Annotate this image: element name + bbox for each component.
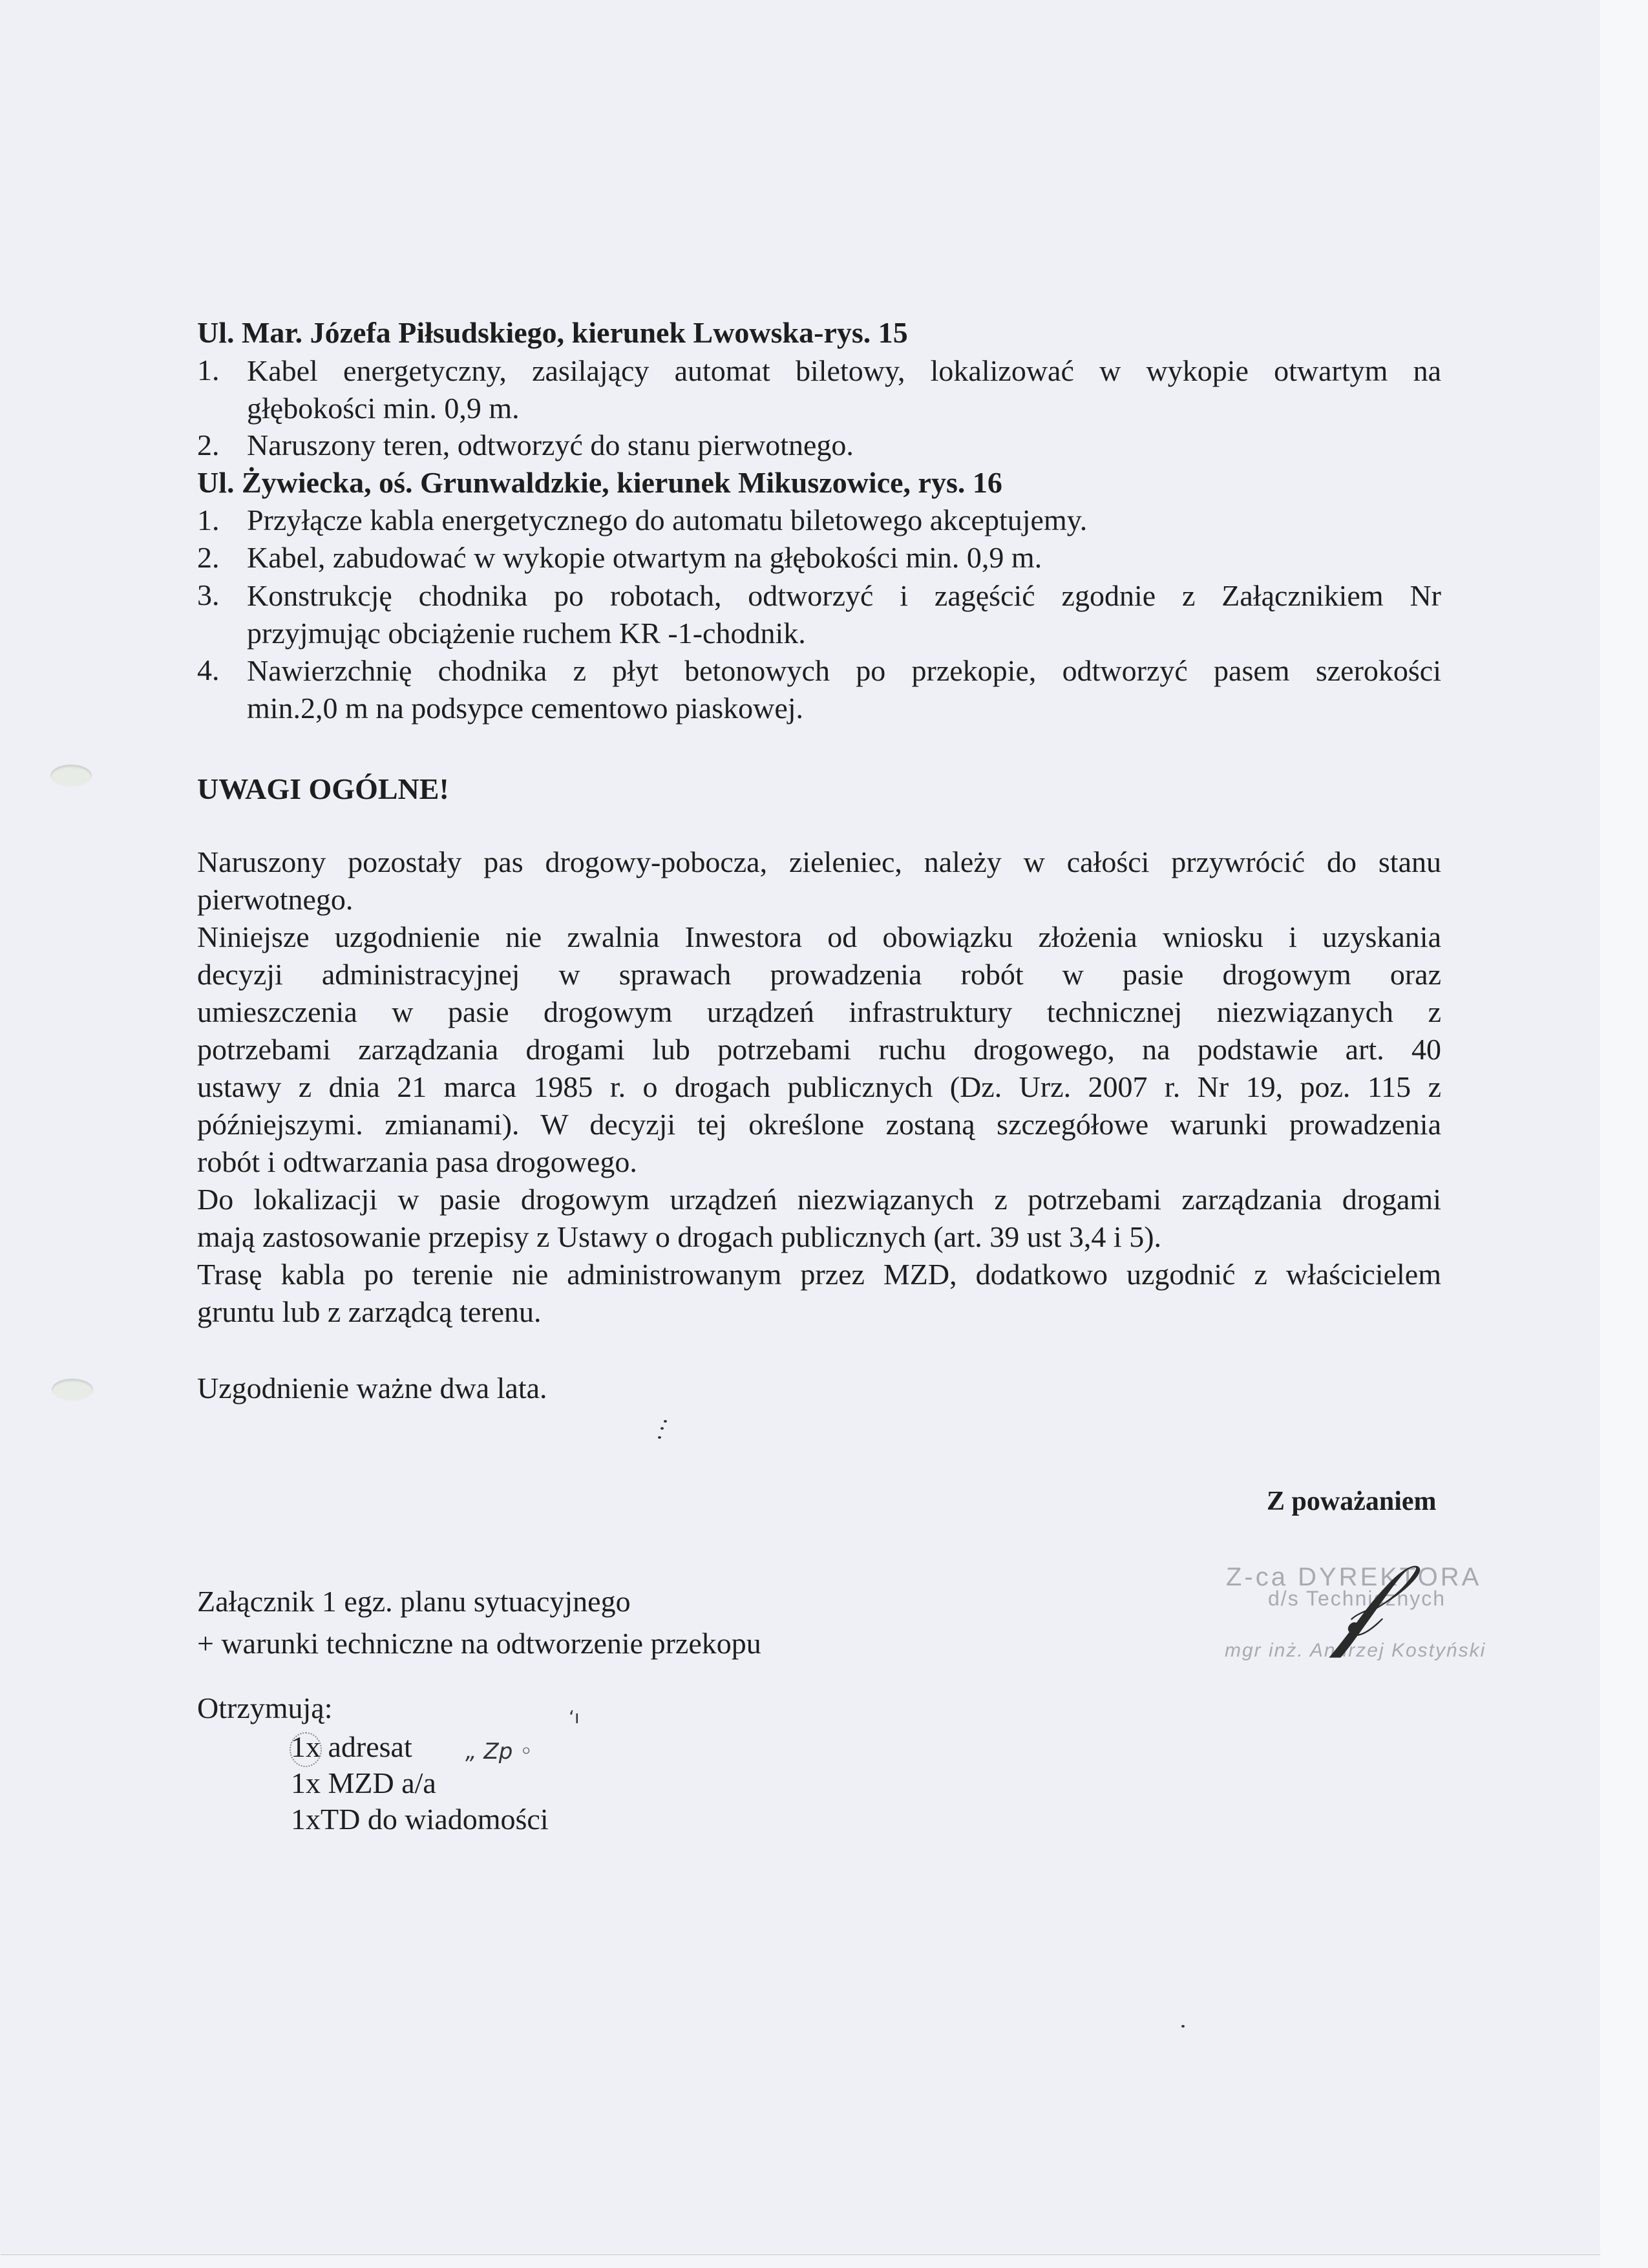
attachment-line: + warunki techniczne na odtworzenie przekopu: [197, 1627, 761, 1660]
recipient-item: 1xTD do wiadomości: [291, 1803, 549, 1836]
item-number: 1.: [197, 354, 220, 387]
item-text-line: Kabel energetyczny, zasilający automat biletowy, lokalizować w wykopie otwartym na: [247, 354, 1441, 387]
scan-speck: [664, 1420, 667, 1423]
paragraph-line: Do lokalizacji w pasie drogowym urządzeń niezwiązanych z potrzebami zarządzania drogami: [197, 1183, 1441, 1216]
paragraph-line: Trasę kabla po terenie nie administrowanym przez MZD, dodatkowo uzgodnić z właścicielem: [197, 1258, 1441, 1291]
circled-mark-icon: [290, 1732, 322, 1767]
validity-note: Uzgodnienie ważne dwa lata.: [197, 1372, 547, 1404]
stamp-title: Z-ca DYREKTORA: [1226, 1563, 1482, 1591]
scan-speck: [658, 1436, 661, 1439]
remark-paragraph-3: [197, 1181, 1441, 1256]
paragraph-line: późniejszymi. zmianami). W decyzji tej określone zostaną szczegółowe warunki prowadzenia: [197, 1108, 1441, 1141]
signature: 𝒻: [1335, 1539, 1381, 1660]
scanner-bed-edge: [1600, 0, 1648, 2268]
punch-hole-top: [50, 765, 92, 787]
item-text-line: przyjmując obciążenie ruchem KR -1-chodnik.: [247, 617, 806, 650]
section-heading-zywiecka: Ul. Żywiecka, oś. Grunwaldzkie, kierunek Mikuszowice, rys. 16: [197, 466, 1002, 499]
attachment-line: Załącznik 1 egz. planu sytuacyjnego: [197, 1585, 631, 1618]
paragraph-line: Niniejsze uzgodnienie nie zwalnia Inwestora od obowiązku złożenia wniosku i uzyskania: [197, 920, 1441, 953]
item-text-line: Naruszony teren, odtworzyć do stanu pierwotnego.: [247, 429, 854, 461]
recipient-item: 1x MZD a/a: [291, 1766, 436, 1799]
paragraph-line: decyzji administracyjnej w sprawach prowadzenia robót w pasie drogowym oraz: [197, 958, 1441, 991]
remark-paragraph-2: [197, 918, 1441, 1181]
paragraph-line: ustawy z dnia 21 marca 1985 r. o drogach publicznych (Dz. Urz. 2007 r. Nr 19, poz. 115 z: [197, 1070, 1441, 1103]
item-text-line: Kabel, zabudować w wykopie otwartym na głębokości min. 0,9 m.: [247, 541, 1042, 574]
item-number: 2.: [197, 541, 220, 574]
general-remarks-heading: UWAGI OGÓLNE!: [197, 772, 449, 805]
paragraph-line: mają zastosowanie przepisy z Ustawy o drogach publicznych (art. 39 ust 3,4 i 5).: [197, 1220, 1162, 1253]
item-text-line: głębokości min. 0,9 m.: [247, 392, 520, 425]
scan-speck: [1181, 2025, 1185, 2028]
stamp-name: mgr inż. Andrzej Kostyński: [1225, 1640, 1486, 1661]
salutation: Z poważaniem: [1267, 1487, 1437, 1516]
item-number: 2.: [197, 429, 220, 461]
recipients-label: Otrzymują:: [197, 1691, 333, 1724]
punch-hole-bottom: [52, 1379, 93, 1401]
item-text-line: Konstrukcję chodnika po robotach, odtworzyć i zagęścić zgodnie z Załącznikiem Nr: [247, 579, 1441, 612]
item-text-line: Przyłącze kabla energetycznego do automatu biletowego akceptujemy.: [247, 503, 1088, 536]
item-number: 1.: [197, 503, 220, 536]
paragraph-line: robót i odtwarzania pasa drogowego.: [197, 1145, 637, 1178]
handwritten-tick: ‘ı: [569, 1706, 580, 1728]
paragraph-line: gruntu lub z zarządcą terenu.: [197, 1295, 542, 1328]
item-number: 3.: [197, 578, 220, 611]
remark-paragraph-4: [197, 1256, 1441, 1331]
scan-speck: [660, 1427, 664, 1430]
stamp-subtitle: d/s Technicznych: [1268, 1587, 1446, 1610]
paragraph-line: potrzebami zarządzania drogami lub potrzebami ruchu drogowego, na podstawie art. 40: [197, 1033, 1441, 1066]
recipient-item: 1x adresat: [291, 1730, 412, 1763]
paragraph-line: pierwotnego.: [197, 883, 354, 916]
item-number: 4.: [197, 653, 220, 686]
handwritten-note: „ Zp ◦: [465, 1739, 533, 1765]
item-text-line: min.2,0 m na podsypce cementowo piaskowej.: [247, 692, 804, 725]
paragraph-line: umieszczenia w pasie drogowym urządzeń infrastruktury technicznej niezwiązanych z: [197, 995, 1441, 1028]
item-text-line: Nawierzchnię chodnika z płyt betonowych po przekopie, odtworzyć pasem szerokości: [247, 654, 1441, 687]
paragraph-line: Naruszony pozostały pas drogowy-pobocza, zieleniec, należy w całości przywrócić do stanu: [197, 845, 1441, 878]
section-heading-pilsudskiego: Ul. Mar. Józefa Piłsudskiego, kierunek Lwowska-rys. 15: [197, 316, 908, 349]
remark-paragraph-1: [197, 843, 1441, 918]
